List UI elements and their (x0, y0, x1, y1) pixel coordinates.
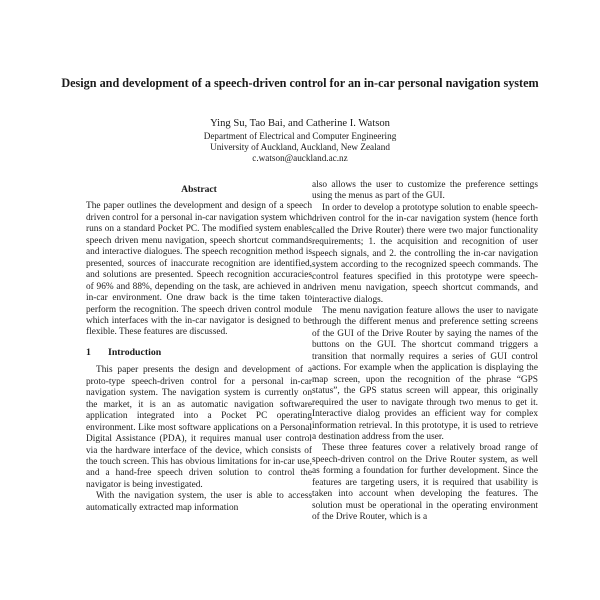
right-paragraph-1: also allows the user to customize the preference settings using the menus as part of the GUI. (312, 180, 538, 202)
right-column (312, 180, 538, 524)
email: c.watson@auckland.ac.nz (252, 153, 348, 163)
author-list: Ying Su, Tao Bai, and Catherine I. Watson (210, 118, 390, 129)
right-paragraph-3: The menu navigation feature allows the user to navigate through the different menus and preference setting screens of the GUI of the Drive Router by saying the names of the buttons on the GUI. The shortcut command triggers a transition that normally requires a series of GUI control actions. For example when the application is displaying the map screen, upon the recognition of the phrase “GPS status”, the GPS status screen will appear, this originally required the user to navigate through two menus to get it. Interactive dialog provides an efficient way for complex information retrieval. In this prototype, it is used to retrieve a destination address from the user. (312, 305, 538, 442)
right-paragraph-4: These three features cover a relatively broad range of speech-driven control on the Drive Router system, as well as forming a foundation for further development. Since the features are targeting users, it is required that usability is taken into account when developing the features. The solution must be operational in the operating environment of the Drive Router, which is a (312, 443, 538, 523)
abstract-heading: Abstract (181, 184, 217, 195)
abstract-text: The paper outlines the development and design of a speech driven control for a personal in-car navigation system which runs on a standard Pocket PC. The modified system enables speech driven menu navigation, speech shortcut commands and interactive dialogues. The speech recognition method is presented, sources of inaccurate recognition are identified, and solutions are presented. Speech recognition accuracies of 96% and 88%, depending on the task, are achieved in an in-car environment. One draw back is the time taken to perform the recognition. The speech driven control module which interfaces with the in-car navigator is designed to be flexible. These features are discussed. (86, 201, 312, 338)
section-title: Introduction (108, 346, 162, 358)
university: University of Auckland, Auckland, New Zealand (210, 142, 390, 152)
intro-paragraph-1: This paper presents the design and development of a proto-type speech-driven control for a personal in-car navigation system. The navigation system is currently on the market, it is an as automatic navigation software application integrated into a Pocket PC operating environment. Like most software applications on a Personal Digital Assistance (PDA), it requires manual user control via the hardware interface of the device, which consists of the touch screen. This has obvious limitations for in-car use, and a hand-free speech driven solution to control the navigator is being investigated. (86, 365, 312, 490)
right-paragraph-2: In order to develop a prototype solution to enable speech-driven control for the in-car navigation system (hence forth called the Drive Router) there were two major functionality requirements; 1. the acquisition and recognition of user speech signals, and 2. the controlling the in-car navigation system according to the recognized speech commands. The control features specified in this prototype were speech-driven menu navigation, speech shortcut commands, and interactive dialogs. (312, 202, 538, 305)
left-column (86, 184, 312, 514)
section-number: 1 (86, 346, 91, 358)
intro-paragraph-2: With the navigation system, the user is able to access automatically extracted map information (86, 491, 312, 513)
paper-title: Design and development of a speech-driven control for an in-car personal navigation system (61, 76, 539, 90)
department: Department of Electrical and Computer Engineering (203, 131, 397, 141)
section-heading-introduction (86, 347, 312, 358)
